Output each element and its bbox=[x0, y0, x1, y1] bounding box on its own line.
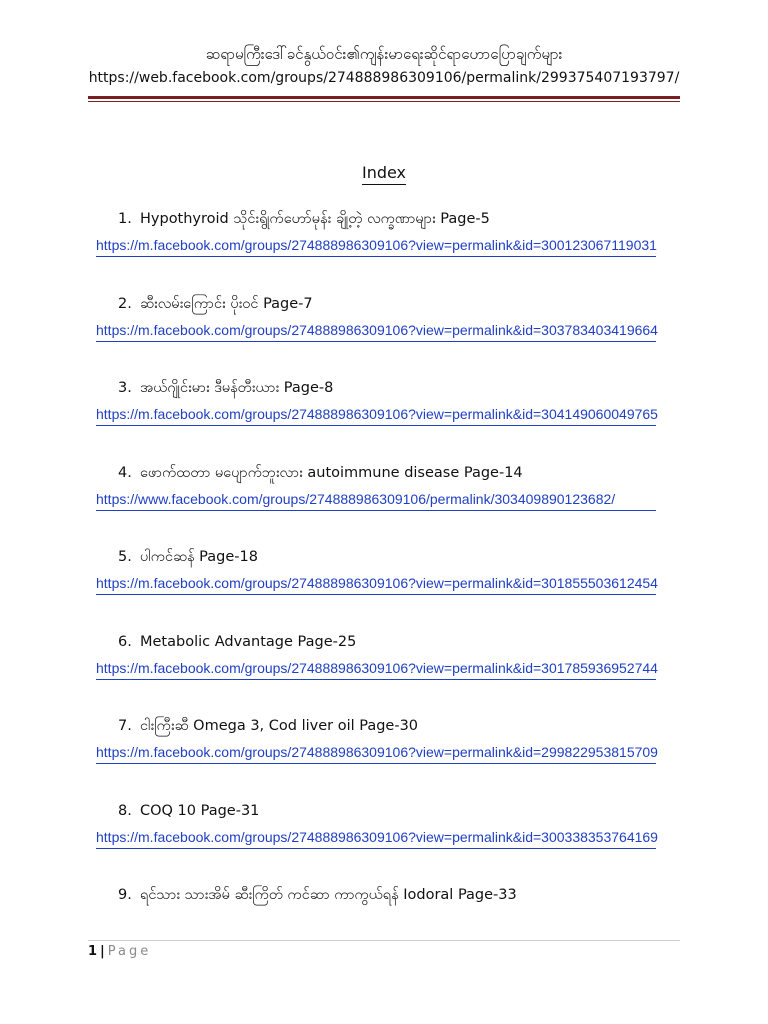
index-entry bbox=[96, 293, 656, 378]
page-number: 1 bbox=[88, 944, 98, 959]
page-footer bbox=[88, 944, 151, 959]
index-heading bbox=[0, 163, 768, 182]
entry-number: 8. bbox=[118, 802, 132, 819]
index-entry bbox=[96, 631, 656, 716]
entry-link[interactable]: https://m.facebook.com/groups/274888986309106?view=permalink&id=301785936952744 bbox=[96, 659, 656, 680]
entry-number: 9. bbox=[118, 887, 132, 903]
entry-title: Metabolic Advantage Page-25 bbox=[140, 633, 357, 650]
index-entry bbox=[96, 546, 656, 631]
entry-title: COQ 10 Page-31 bbox=[140, 802, 260, 819]
entry-number: 1. bbox=[118, 211, 132, 227]
index-entry bbox=[96, 377, 656, 462]
index-entry bbox=[96, 800, 656, 885]
footer-divider bbox=[88, 940, 680, 941]
header-divider bbox=[88, 96, 680, 102]
entry-title: ရင်သား သားအိမ် ဆီးကြိတ် ကင်ဆာ ကာကွယ်ရန် Iodoral Page-33 bbox=[140, 887, 517, 903]
document-title: ဆရာမကြီးဒေါ်ခင်နွယ်ဝင်း၏ကျန်းမာရေးဆိုင်ရာဟောပြောချက်များ bbox=[205, 45, 563, 63]
entry-number: 7. bbox=[118, 718, 132, 734]
source-url: https://web.facebook.com/groups/274888986309106/permalink/299375407193797/ bbox=[88, 70, 680, 86]
page-label: Page bbox=[107, 944, 152, 959]
entry-link[interactable]: https://m.facebook.com/groups/274888986309106?view=permalink&id=300123067119031 bbox=[96, 236, 656, 257]
entry-link[interactable]: https://m.facebook.com/groups/274888986309106?view=permalink&id=300338353764169 bbox=[96, 828, 656, 849]
entry-title: Hypothyroid သိုင်းရွိုက်ဟော်မုန်း ချို့တဲ့ လက္ခဏာများ Page-5 bbox=[140, 211, 490, 227]
entry-title: ဖောက်ထတာ မပျောက်ဘူးလား autoimmune disease Page-14 bbox=[140, 464, 523, 481]
document-header bbox=[0, 44, 768, 88]
entry-title: အယ်ဂျိုင်းမား ဒီမန်တီးယား Page-8 bbox=[140, 380, 334, 396]
entry-number: 5. bbox=[118, 549, 132, 565]
entry-title: ပါကင်ဆန် Page-18 bbox=[140, 549, 258, 565]
entry-link[interactable]: https://m.facebook.com/groups/274888986309106?view=permalink&id=304149060049765 bbox=[96, 405, 656, 426]
index-heading-text: Index bbox=[362, 163, 406, 185]
index-entry bbox=[96, 208, 656, 293]
entry-number: 4. bbox=[118, 464, 132, 481]
index-entry bbox=[96, 715, 656, 800]
entry-number: 2. bbox=[118, 295, 132, 312]
index-entry bbox=[96, 884, 656, 969]
entry-title: ငါးကြီးဆီ Omega 3, Cod liver oil Page-30 bbox=[140, 718, 419, 734]
entry-title: ဆီးလမ်းကြောင်း ပိုးဝင် Page-7 bbox=[140, 295, 313, 312]
index-entry bbox=[96, 462, 656, 547]
entry-number: 3. bbox=[118, 380, 132, 396]
entry-link[interactable]: https://m.facebook.com/groups/274888986309106?view=permalink&id=299822953815709 bbox=[96, 743, 656, 764]
entry-link[interactable]: https://m.facebook.com/groups/274888986309106?view=permalink&id=303783403419664 bbox=[96, 321, 656, 342]
footer-separator: | bbox=[100, 944, 105, 959]
entry-link[interactable]: https://m.facebook.com/groups/274888986309106?view=permalink&id=301855503612454 bbox=[96, 574, 656, 595]
entry-link[interactable]: https://www.facebook.com/groups/274888986309106/permalink/303409890123682/ bbox=[96, 490, 656, 511]
index-list bbox=[96, 208, 656, 969]
entry-number: 6. bbox=[118, 633, 132, 650]
